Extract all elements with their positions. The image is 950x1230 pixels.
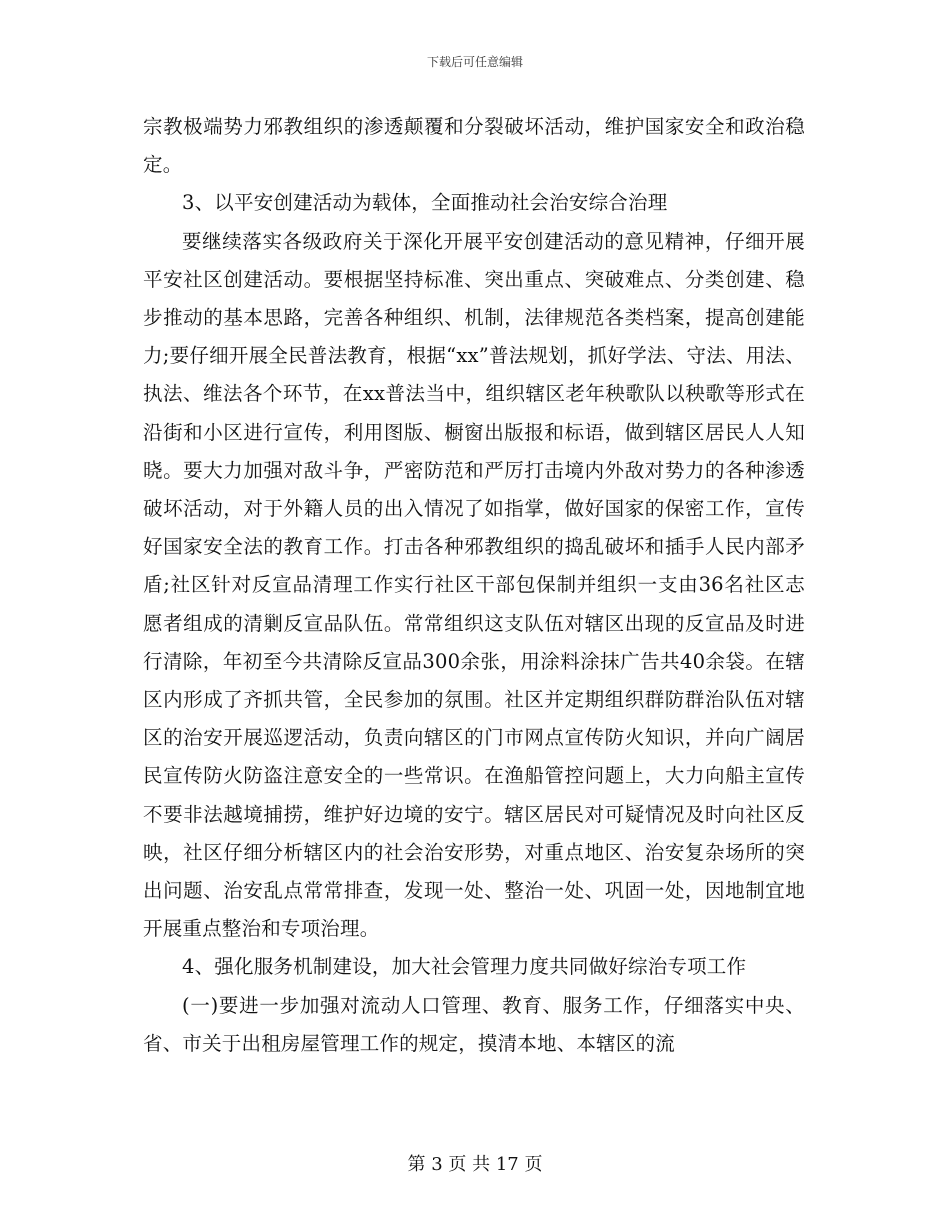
header-note: 下载后可任意编辑 [426,55,523,69]
paragraph-continuation: 宗教极端势力邪教组织的渗透颠覆和分裂破坏活动，维护国家安全和政治稳定。 [143,115,805,177]
document-body [143,108,805,1063]
paragraph-body: 要继续落实各级政府关于深化开展平安创建活动的意见精神，仔细开展平安社区创建活动。要根据坚持标准、突出重点、突破难点、分类创建、稳步推动的基本思路，完善各种组织、机制，法律规范各类档案，提高创建能力;要仔细开展全民普法教育，根据“xx”普法规划，抓好学法、守法、用法、执法、维法各个环节，在xx普法当中，组织辖区老年秧歌队以秧歌等形式在沿街和小区进行宣传，利用图版、橱窗出版报和标语，做到辖区居民人人知晓。要大力加强对敌斗争，严密防范和严厉打击境内外敌对势力的各种渗透破坏活动，对于外籍人员的出入情况了如指掌，做好国家的保密工作，宣传好国家安全法的教育工作。打击各种邪教组织的捣乱破坏和插手人民内部矛盾;社区针对反宣品清理工作实行社区干部包保制并组织一支由36名社区志愿者组成的清剿反宣品队伍。常常组织这支队伍对辖区出现的反宣品及时进行清除，年初至今共清除反宣品300余张，用涂料涂抹广告共40余袋。在辖区内形成了齐抓共管，全民参加的氛围。社区并定期组织群防群治队伍对辖区的治安开展巡逻活动，负责向辖区的门市网点宣传防火知识，并向广阔居民宣传防火防盗注意安全的一些常识。在渔船管控问题上，大力向船主宣传不要非法越境捕捞，维护好边境的安宁。辖区居民对可疑情况及时向社区反映，社区仔细分析辖区内的社会治安形势，对重点地区、治安复杂场所的突出问题、治安乱点常常排查，发现一处、整治一处、巩固一处，因地制宜地开展重点整治和专项治理。 [143,229,805,941]
section-heading-3: 3、以平安创建活动为载体，全面推动社会治安综合治理 [182,191,668,215]
section-heading-4: 4、强化服务机制建设，加大社会管理力度共同做好综治专项工作 [182,955,747,979]
paragraph-subitem-1: (一)要进一步加强对流动人口管理、教育、服务工作，仔细落实中央、省、市关于出租房屋管理工作的规定，摸清本地、本辖区的流 [143,993,805,1055]
page-number-footer: 第 3 页 共 17 页 [407,1154,543,1175]
